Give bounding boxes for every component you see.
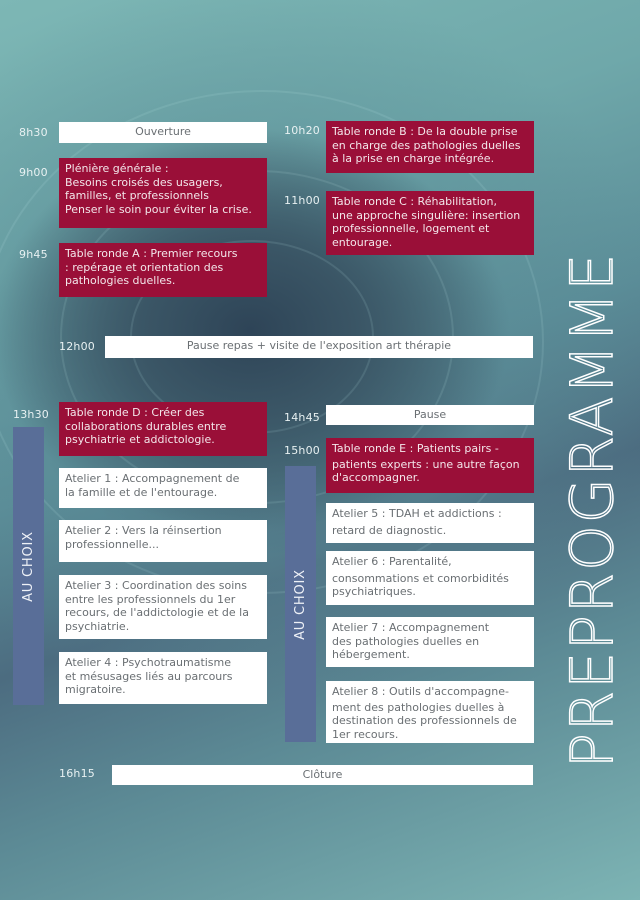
item-text: à la prise en charge intégrée. [332,152,495,165]
item-text: Atelier 4 : Psychotraumatisme [65,656,232,669]
time-label: 8h30 [19,126,48,139]
au-choix-bar [13,427,44,705]
program-item-atelier-5 [326,503,534,543]
item-text: une approche singulière: insertion [332,208,521,222]
item-text: Pause [413,408,447,421]
program-item-opening [59,122,267,143]
program-item-closing [112,765,533,785]
item-text: destination des professionnels de [332,714,517,727]
item-text: Table ronde E : Patients pairs - [332,442,499,455]
au-choix-label: AU CHOIX [293,568,309,640]
time-label: 14h45 [284,411,320,424]
time-label: 13h30 [13,408,49,421]
page-title: PREPROGRAMME [558,251,626,769]
time-label: 11h00 [284,194,320,207]
item-text: et mésusages liés au parcours [65,669,233,683]
time-label: 15h00 [284,444,320,457]
item-text: psychiatrie. [65,619,130,633]
item-text: familles, et professionnels [65,189,209,202]
item-text: Atelier 1 : Accompagnement de [65,472,240,485]
program-item-atelier-7 [326,617,534,667]
time-label: 12h00 [59,340,95,353]
item-text: ment des pathologies duelles à [332,700,505,714]
item-text: professionnelle... [65,537,159,551]
time-label: 16h15 [59,767,95,780]
item-text: patients experts : une autre façon [332,457,520,471]
item-text: Table ronde C : Réhabilitation, [332,195,497,208]
item-text: Table ronde B : De la double prise [332,125,518,138]
item-text: recours, de l'addictologie et de la [65,606,249,619]
item-text: Atelier 6 : Parentalité, [332,555,452,568]
item-text: 1er recours. [332,727,399,741]
item-text: Atelier 2 : Vers la réinsertion [65,524,222,537]
program-item-pause [326,405,534,425]
item-text: entre les professionnels du 1er [65,592,236,606]
item-text: Penser le soin pour éviter la crise. [65,202,252,216]
item-text: d'accompagner. [332,471,420,484]
item-text: professionnelle, logement et [332,222,490,235]
item-text: Plénière générale : [65,162,169,175]
program-item-lunch [105,336,533,358]
program-item-atelier-2 [59,520,267,562]
item-text: psychiatriques. [332,585,416,598]
item-text: collaborations durables entre [65,419,227,433]
program-item-atelier-8 [326,681,534,743]
program-item-pleniere [59,158,267,228]
item-text: des pathologies duelles en [332,634,480,648]
program-item-table-ronde-a [59,243,267,297]
item-text: : repérage et orientation des [65,260,224,274]
item-text: retard de diagnostic. [332,523,447,537]
item-text: Atelier 3 : Coordination des soins [65,579,247,592]
item-text: en charge des pathologies duelles [332,138,521,152]
item-text: psychiatrie et addictologie. [65,433,215,446]
au-choix-bar [285,466,316,742]
item-text: consommations et comorbidités [332,571,509,585]
program-item-atelier-1 [59,468,267,508]
item-text: Clôture [302,768,343,781]
item-text: pathologies duelles. [65,274,176,287]
item-text: entourage. [332,235,393,249]
program-item-table-ronde-b [326,121,534,173]
program-item-atelier-3 [59,575,267,639]
item-text: Ouverture [135,125,191,138]
program-item-table-ronde-d [59,402,267,456]
program-item-table-ronde-c [326,191,534,255]
item-text: Atelier 5 : TDAH et addictions : [332,507,502,520]
time-label: 9h45 [19,248,48,261]
program-item-table-ronde-e [326,438,534,493]
item-text: hébergement. [332,648,410,661]
item-text: la famille et de l'entourage. [65,485,218,499]
item-text: migratoire. [65,683,126,696]
item-text: Table ronde A : Premier recours [65,247,238,260]
program-item-atelier-4 [59,652,267,704]
time-label: 10h20 [284,124,320,137]
program-item-atelier-6 [326,551,534,605]
au-choix-label: AU CHOIX [21,530,37,602]
time-label: 9h00 [19,166,48,179]
item-text: Pause repas + visite de l'exposition art thérapie [186,339,452,352]
item-text: Besoins croisés des usagers, [65,175,223,189]
item-text: Atelier 7 : Accompagnement [332,621,490,634]
item-text: Atelier 8 : Outils d'accompagne- [332,685,509,698]
item-text: Table ronde D : Créer des [65,406,205,419]
